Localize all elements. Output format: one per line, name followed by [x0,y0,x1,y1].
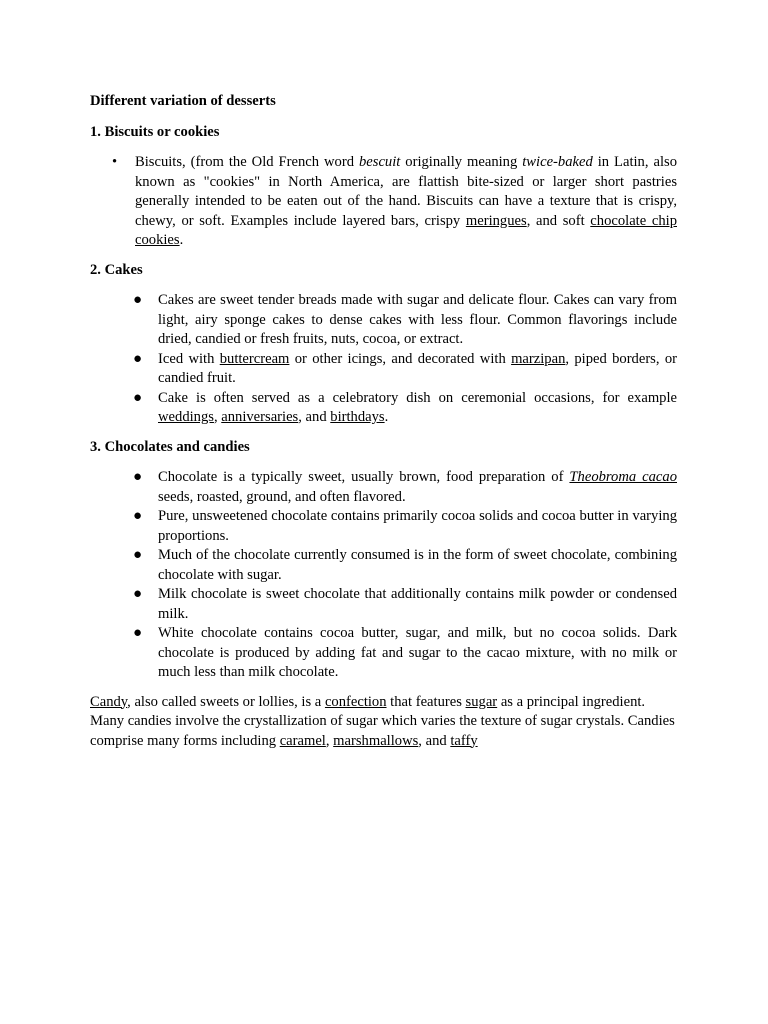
bullet-icon: ● [133,389,143,406]
bullet-icon: ● [133,508,143,524]
list-item: ● Cake is often served as a celebratory dish on ceremonial occasions, for example weddings, anniversaries, and birthdays. [133,389,677,425]
biscuits-list [90,153,677,251]
link-anniversaries[interactable]: anniversaries [221,409,299,425]
link-chocolate-chip-cookies[interactable]: chocolate chip cookies [135,212,677,248]
link-weddings[interactable]: weddings [158,409,214,425]
list-item: • Biscuits, (from the Old French word bescuit originally meaning twice-baked in Latin, also known as "cookies" in North America, are flattish bite-sized or larger short pastries generally intended to be eaten out of the hand. Biscuits can have a texture that is crispy, chewy, or soft. Examples include layered bars, crispy meringues, and soft chocolate chip cookies. [112,154,677,248]
list-item: ● Iced with buttercream or other icings, and decorated with marzipan, piped borders, or candied fruit. [133,350,677,386]
section-heading-biscuits: 1. Biscuits or cookies [90,123,220,140]
link-buttercream[interactable]: buttercream [219,350,290,367]
list-item: ● Much of the chocolate currently consumed is in the form of sweet chocolate, combining chocolate with sugar. [133,547,677,583]
link-confection[interactable]: confection [324,693,387,710]
link-caramel[interactable]: caramel [279,732,326,749]
link-sugar[interactable]: sugar [465,693,498,710]
bullet-icon: ● [133,350,143,367]
link-taffy[interactable]: taffy [450,732,478,749]
bullet-icon: ● [133,469,143,485]
link-marshmallows[interactable]: marshmallows [333,732,419,749]
list-item: ● Cakes are sweet tender breads made with sugar and delicate flour. Cakes can vary from light, airy sponge cakes to dense cakes with less flour. Common flavorings include dried, candied or fresh fruits, nuts, cocoa, or extract. [133,292,677,347]
bullet-icon: ● [133,292,143,308]
link-theobroma-cacao[interactable]: Theobroma cacao [569,469,677,485]
document-title: Different variation of desserts [90,93,276,109]
bullet-icon: ● [133,625,143,641]
section-heading-cakes: 2. Cakes [90,261,143,278]
link-marzipan[interactable]: marzipan [511,350,566,367]
list-item: ● White chocolate contains cocoa butter, sugar, and milk, but no cocoa solids. Dark chocolate is produced by adding fat and sugar to the cacao mixture, with no milk or much less than milk chocolate. [133,625,677,680]
cakes-list [90,291,677,428]
list-item: ● Chocolate is a typically sweet, usually brown, food preparation of Theobroma cacao seeds, roasted, ground, and often flavored. [133,469,677,505]
bullet-icon: ● [133,547,143,563]
link-meringues[interactable]: meringues [465,212,527,229]
document-body [90,92,677,751]
list-item: ● Milk chocolate is sweet chocolate that additionally contains milk powder or condensed milk. [133,586,677,622]
link-birthdays[interactable]: birthdays [330,409,385,425]
candy-paragraph: Candy, also called sweets or lollies, is a confection that features sugar as a principal ingredient. Many candies involve the crystallization of sugar which varies the texture of sugar crystals. Candies comprise many forms including caramel, marshmallows, and taffy [90,693,675,749]
list-item: ● Pure, unsweetened chocolate contains primarily cocoa solids and cocoa butter in varying proportions. [133,508,677,544]
link-candy[interactable]: Candy [90,693,128,710]
bullet-icon: ● [133,586,143,602]
bullet-icon: • [112,154,118,170]
section-heading-chocolates: 3. Chocolates and candies [90,438,250,455]
chocolates-list [90,468,677,683]
